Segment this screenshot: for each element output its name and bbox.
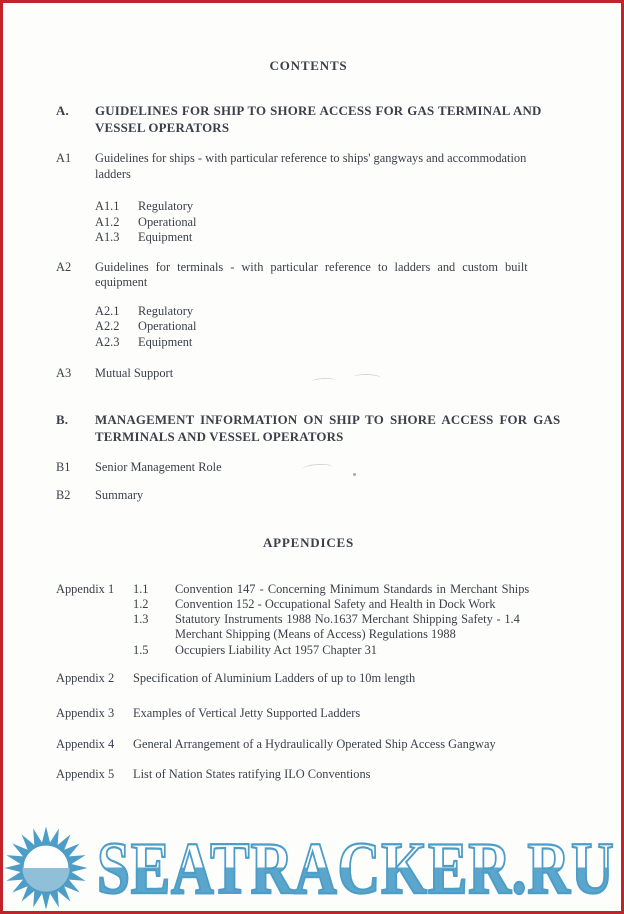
- appendix-1-item-1-text: Convention 147 - Concerning Minimum Standards in Merchant Ships: [175, 581, 530, 596]
- entry-a2-line1: Guidelines for terminals - with particular reference to ladders and custom built: [95, 259, 528, 274]
- appendix-1-item-4-text: Occupiers Liability Act 1957 Chapter 31: [175, 642, 377, 657]
- appendix-3: [56, 706, 561, 722]
- entry-a2-1-text: Regulatory: [138, 303, 194, 318]
- section-a-label: A.: [56, 104, 69, 118]
- entry-b2: [56, 488, 561, 504]
- entry-a1: [56, 151, 561, 182]
- entry-a2: [56, 260, 561, 291]
- appendix-4-label: Appendix 4: [56, 736, 115, 751]
- appendix-2-text: Specification of Aluminium Ladders of up to 10m length: [133, 670, 416, 685]
- entry-b1-text: Senior Management Role: [95, 459, 222, 474]
- appendix-1-item-3-num: 1.3: [133, 612, 149, 627]
- entry-b2-label: B2: [56, 488, 71, 502]
- entry-a2-3-label: A2.3: [95, 334, 120, 349]
- entry-a2-2-text: Operational: [138, 319, 197, 333]
- entry-a2-sublist: [56, 304, 561, 351]
- entry-a2-3-text: Equipment: [138, 334, 193, 349]
- sun-icon: [3, 825, 89, 911]
- entry-a1-line1: Guidelines for ships - with particular reference to ships' gangways and accommodation: [95, 151, 527, 165]
- entry-a1-2-label: A1.2: [95, 214, 120, 229]
- appendix-3-text: Examples of Vertical Jetty Supported Ladders: [133, 706, 361, 721]
- entry-a1-1: [95, 199, 561, 215]
- entry-a3-label: A3: [56, 366, 72, 380]
- entry-a1-2: [95, 215, 561, 231]
- watermark-text: SEATRACKER.RU: [97, 828, 615, 910]
- section-b: [56, 412, 561, 446]
- entry-b2-text: Summary: [95, 488, 144, 502]
- section-b-label: B.: [56, 412, 69, 427]
- entry-a3-text: Mutual Support: [95, 366, 174, 380]
- entry-a1-3-text: Equipment: [138, 230, 193, 244]
- entry-a1-3: [95, 230, 561, 246]
- appendix-1-item-3: [133, 612, 561, 643]
- appendix-5-label: Appendix 5: [56, 767, 115, 782]
- entry-a2-3: [95, 335, 561, 351]
- entry-a2-label: A2: [56, 259, 72, 274]
- appendix-1-item-2: [133, 597, 561, 612]
- entry-a1-label: A1: [56, 151, 72, 165]
- appendix-1-item-2-num: 1.2: [133, 596, 149, 611]
- entry-a2-1: [95, 304, 561, 320]
- seatracker-watermark: [3, 819, 621, 909]
- entry-a1-3-label: A1.3: [95, 230, 120, 244]
- entry-a1-1-text: Regulatory: [138, 199, 194, 213]
- entry-a1-1-label: A1.1: [95, 199, 120, 213]
- appendix-1-item-3-line2: Merchant Shipping (Means of Access) Regulations 1988: [175, 627, 456, 642]
- entry-a2-2: [95, 319, 561, 335]
- entry-a2-1-label: A2.1: [95, 303, 120, 318]
- appendix-1: [56, 582, 561, 658]
- section-a-line1: GUIDELINES FOR SHIP TO SHORE ACCESS FOR GAS TERMINAL AND: [95, 104, 542, 118]
- entry-a1-2-text: Operational: [138, 214, 197, 229]
- entry-a2-2-label: A2.2: [95, 319, 120, 333]
- appendix-2: [56, 671, 561, 687]
- appendix-5: [56, 767, 561, 783]
- appendix-1-item-4: [133, 643, 561, 658]
- appendix-1-item-1-num: 1.1: [133, 581, 149, 596]
- appendices-heading: APPENDICES: [262, 534, 355, 550]
- section-a: [56, 103, 561, 137]
- section-b-line2: TERMINALS AND VESSEL OPERATORS: [95, 429, 344, 444]
- entry-a2-line2: equipment: [95, 275, 148, 289]
- entry-a1-line2: ladders: [95, 166, 131, 181]
- entry-a1-sublist: [56, 199, 561, 246]
- section-a-line2: VESSEL OPERATORS: [95, 121, 230, 135]
- entry-b1-label: B1: [56, 459, 71, 474]
- section-b-line1: MANAGEMENT INFORMATION ON SHIP TO SHORE ACCESS FOR GAS: [95, 412, 561, 427]
- contents-heading: CONTENTS: [269, 58, 348, 73]
- appendix-1-item-2-text: Convention 152 - Occupational Safety and Health in Dock Work: [175, 596, 496, 611]
- appendix-4-text: General Arrangement of a Hydraulically Operated Ship Access Gangway: [133, 736, 496, 751]
- appendix-2-label: Appendix 2: [56, 670, 115, 685]
- appendix-1-item-1: [133, 582, 561, 597]
- contents-page-body: [3, 57, 621, 783]
- appendix-1-item-4-num: 1.5: [133, 642, 149, 657]
- entry-a3: [56, 366, 561, 382]
- appendix-5-text: List of Nation States ratifying ILO Conventions: [133, 767, 371, 782]
- appendix-4: [56, 737, 561, 753]
- scan-smudge: [353, 473, 356, 476]
- appendix-3-label: Appendix 3: [56, 706, 115, 721]
- appendix-1-label: Appendix 1: [56, 581, 115, 596]
- appendix-1-item-3-line1: Statutory Instruments 1988 No.1637 Merchant Shipping Safety - 1.4: [175, 612, 520, 627]
